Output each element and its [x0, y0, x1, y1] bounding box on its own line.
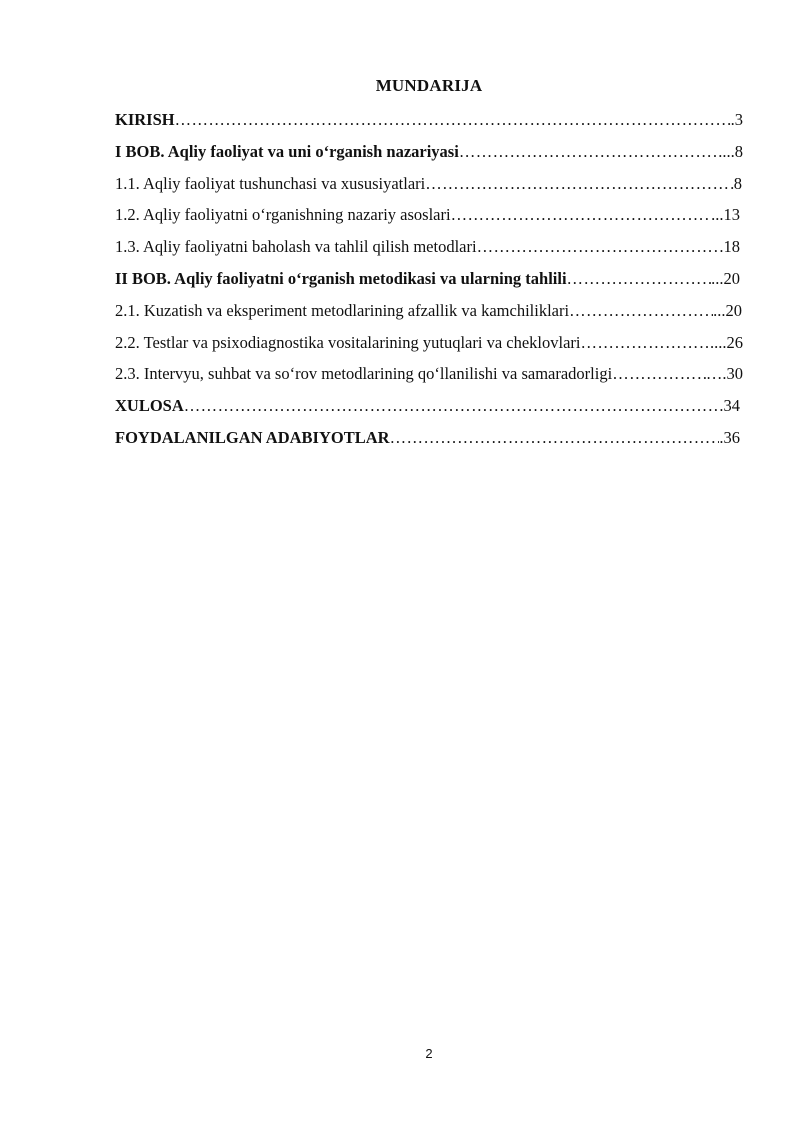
toc-title: MUNDARIJA: [375, 76, 483, 95]
toc-entry-1-1[interactable]: [115, 172, 742, 204]
toc-entry-text: I BOB. Aqliy faoliyat va uni o‘rganish nazariyasi: [115, 141, 459, 161]
toc-page-number: .3: [730, 110, 743, 129]
toc-page-number: ...13: [711, 205, 740, 225]
toc-entry-text: II BOB. Aqliy faoliyatni o‘rganish metodikasi va ularning tahlili: [115, 268, 567, 288]
toc-page-number: ....26: [710, 332, 743, 352]
toc-entry-chapter-1[interactable]: [115, 140, 743, 172]
toc-dot-leader: [567, 267, 712, 291]
toc-entry-text: 2.3. Intervyu, suhbat va so‘rov metodlarining qo‘llanilishi va samaradorligi: [115, 364, 613, 384]
toc-entry-2-1[interactable]: [115, 299, 742, 331]
toc-entry-1-3[interactable]: [115, 235, 740, 267]
toc-dot-leader: [569, 299, 713, 323]
toc-page-number: ...20: [713, 300, 742, 320]
toc-dot-leader: [612, 362, 706, 386]
toc-entry-text: 2.2. Testlar va psixodiagnostika vositalarining yutuqlari va cheklovlari: [115, 332, 581, 352]
toc-dot-leader: [459, 140, 718, 164]
toc-dot-leader: [184, 394, 724, 418]
toc-dot-leader: [175, 108, 731, 132]
page-number: 2: [425, 1046, 433, 1061]
toc-entry-kirish[interactable]: [115, 108, 743, 140]
toc-dot-leader: [425, 172, 734, 196]
toc-entry-text: 1.2. Aqliy faoliyatni o‘rganishning nazariy asoslari: [115, 205, 451, 225]
toc-dot-leader: [390, 426, 720, 450]
toc-entry-1-2[interactable]: [115, 203, 740, 235]
toc-entry-2-3[interactable]: [115, 362, 743, 394]
toc-dot-leader: [580, 331, 710, 355]
toc-page-number: ....8: [718, 141, 743, 161]
toc-page-number: .36: [719, 427, 740, 447]
toc-page-number: ...20: [711, 268, 740, 288]
toc-entry-adabiyotlar[interactable]: [115, 426, 740, 458]
toc-entry-text: FOYDALANILGAN ADABIYOTLAR: [115, 427, 390, 447]
toc-page-number: ….30: [705, 364, 743, 384]
toc-dot-leader: [451, 203, 712, 227]
toc-page-number: 34: [723, 396, 740, 416]
table-of-contents: [115, 108, 743, 458]
toc-page-number: .18: [719, 237, 740, 257]
toc-entry-2-2[interactable]: [115, 331, 743, 363]
toc-entry-text: 1.1. Aqliy faoliyat tushunchasi va xususiyatlari: [115, 173, 426, 193]
toc-entry-text: 1.3. Aqliy faoliyatni baholash va tahlil qilish metodlari: [115, 237, 477, 257]
toc-entry-chapter-2[interactable]: [115, 267, 740, 299]
toc-entry-xulosa[interactable]: [115, 394, 740, 426]
toc-entry-text: XULOSA: [115, 396, 184, 416]
toc-entry-text: 2.1. Kuzatish va eksperiment metodlarining afzallik va kamchiliklari: [115, 300, 570, 320]
toc-dot-leader: [477, 235, 720, 259]
toc-entry-text: KIRISH: [115, 110, 175, 129]
toc-page-number: 8: [733, 173, 742, 193]
